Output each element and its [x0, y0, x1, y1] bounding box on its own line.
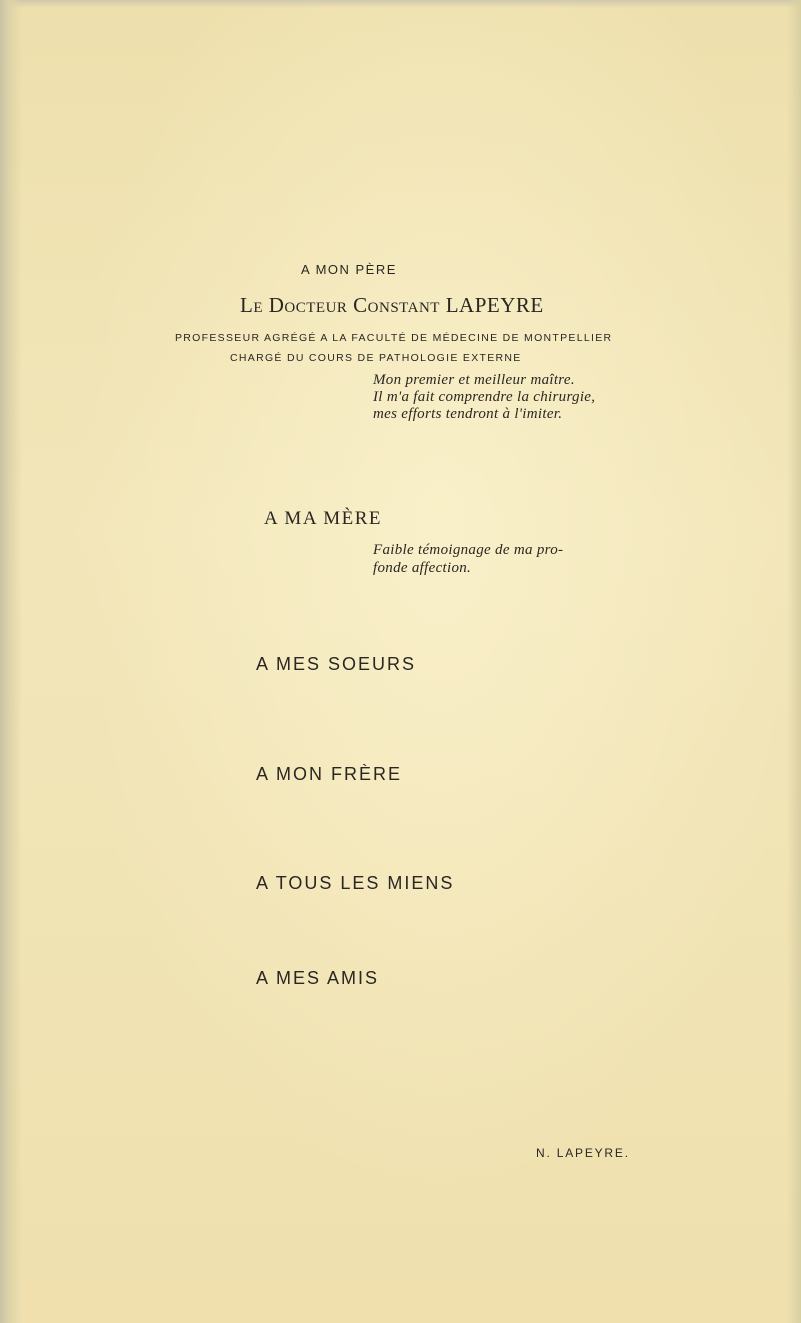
page-left-edge: [0, 0, 22, 1323]
author-signature: N. LAPEYRE.: [536, 1146, 630, 1160]
father-quote-line-3: mes efforts tendront à l'imiter.: [373, 406, 563, 422]
brother-dedication-heading: A MON FRÈRE: [256, 764, 403, 784]
father-title-line-1: PROFESSEUR AGRÉGÉ A LA FACULTÉ DE MÉDECINE DE MONTPELLIER: [175, 332, 613, 344]
father-name: Le Docteur Constant LAPEYRE: [240, 293, 544, 317]
page-right-edge: [787, 0, 801, 1323]
mother-dedication-heading: A MA MÈRE: [264, 508, 383, 529]
sisters-dedication-heading: A MES SOEURS: [256, 654, 417, 674]
father-dedication-heading: A MON PÈRE: [301, 262, 397, 277]
mother-quote-line-1: Faible témoignage de ma pro-: [373, 542, 564, 558]
friends-dedication-heading: A MES AMIS: [256, 968, 380, 988]
mother-quote-line-2: fonde affection.: [373, 560, 472, 576]
family-dedication-heading: A TOUS LES MIENS: [256, 873, 455, 893]
page-top-edge: [0, 0, 801, 8]
father-quote-line-1: Mon premier et meilleur maître.: [373, 372, 575, 388]
father-title-line-2: CHARGÉ DU COURS DE PATHOLOGIE EXTERNE: [230, 352, 522, 364]
father-quote-line-2: Il m'a fait comprendre la chirurgie,: [373, 389, 596, 405]
